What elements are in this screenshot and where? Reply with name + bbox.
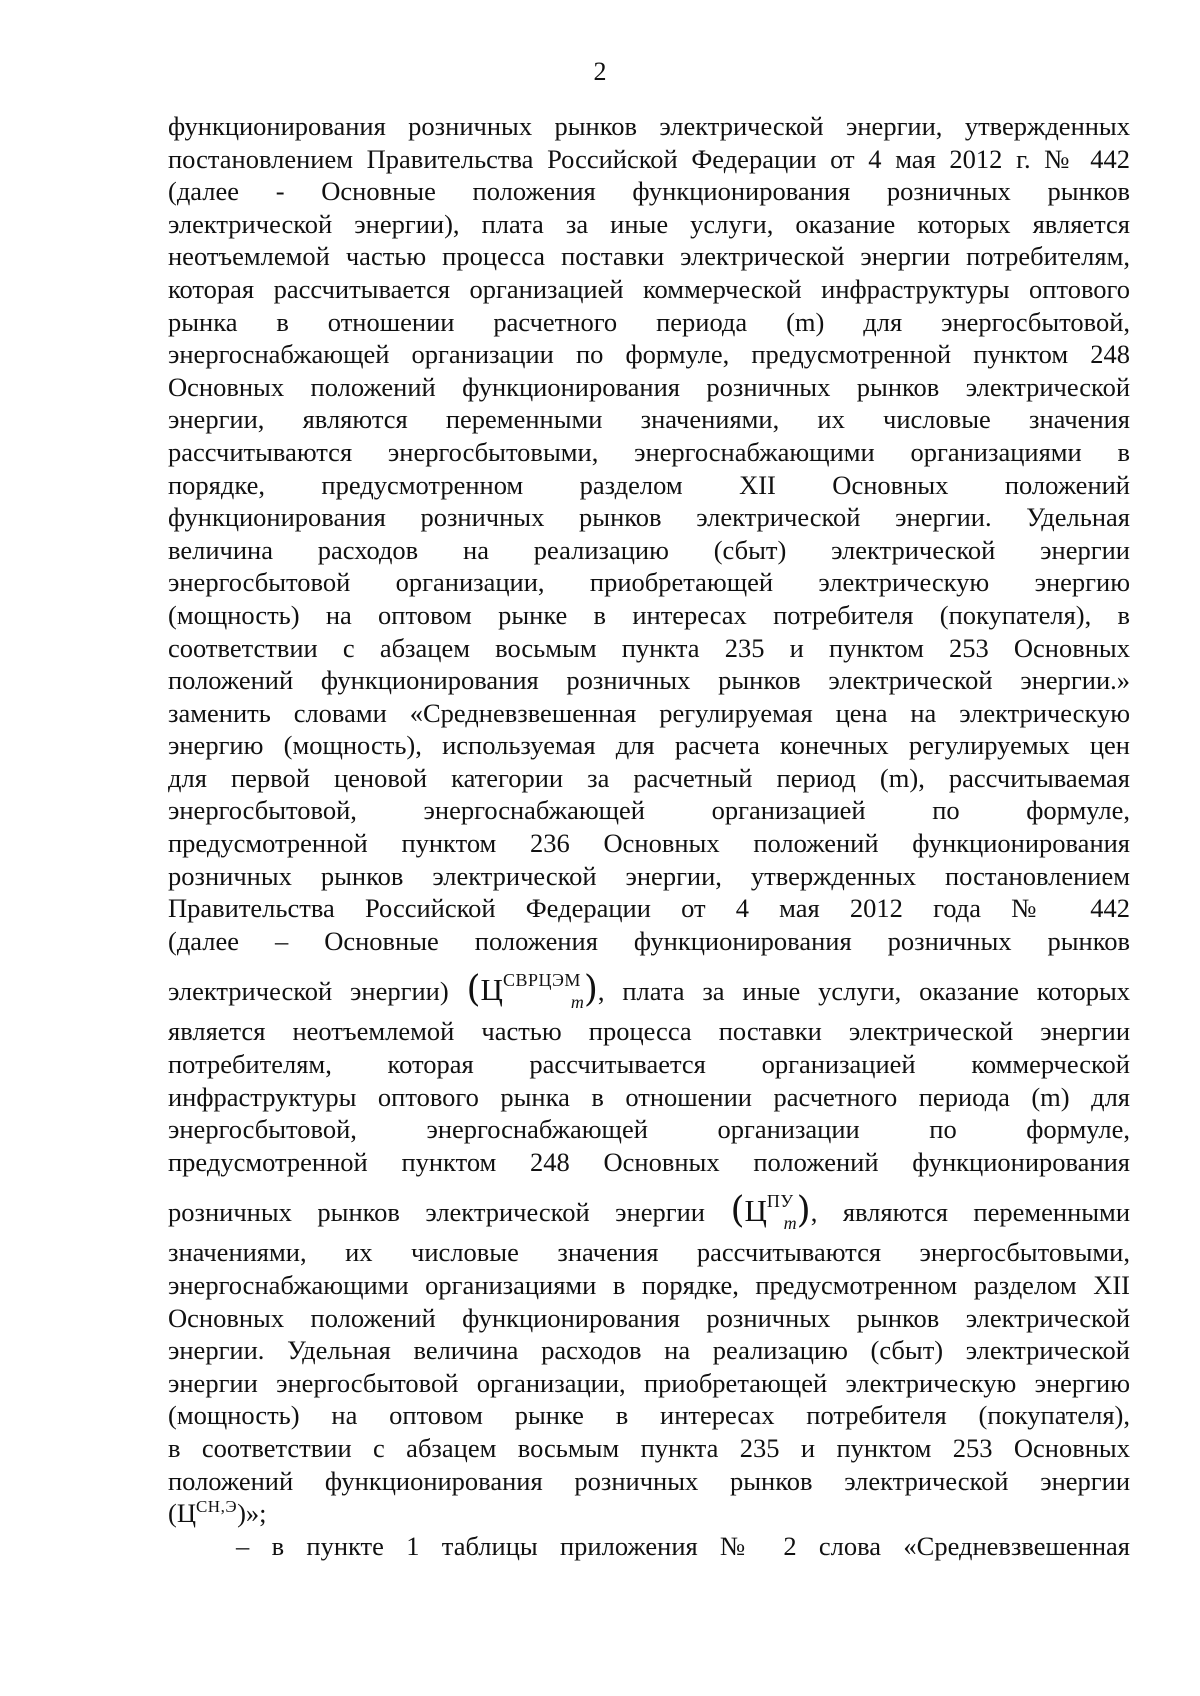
text-line: энергосбытовой, энергоснабжающей организацией по формуле, bbox=[168, 795, 1130, 826]
text-line: (далее - Основные положения функционирования розничных рынков bbox=[168, 176, 1130, 207]
formula-svrtsem: $(Ц^{СВРЦЭМ}_m)$ bbox=[466, 969, 598, 1013]
formula-line-text-after: )»; bbox=[237, 1498, 267, 1529]
text-line: положений функционирования розничных рынков электрической энергии bbox=[168, 1465, 1130, 1496]
formula-sne: ($Ц^{СН,Э}$ bbox=[168, 1497, 238, 1529]
text-line: рассчитываются энергосбытовыми, энергоснабжающими организациями в bbox=[168, 436, 1130, 467]
formula-subscript: m bbox=[783, 1213, 797, 1234]
text-line: положений функционирования розничных рынков электрической энергии.» bbox=[168, 665, 1130, 696]
text-line: Основных положений функционирования розничных рынков электрической bbox=[168, 1302, 1130, 1333]
text-line: энергоснабжающей организации по формуле, предусмотренной пунктом 248 bbox=[168, 339, 1130, 370]
text-line: энергию (мощность), используемая для расчета конечных регулируемых цен bbox=[168, 730, 1130, 761]
text-line: (мощность) на оптовом рынке в интересах потребителя (покупателя), в bbox=[168, 599, 1130, 630]
text-line: энергии энергосбытовой организации, приобретающей электрическую энергию bbox=[168, 1367, 1130, 1398]
formula-superscript: СВРЦЭМ bbox=[502, 970, 581, 991]
formula-symbol: Ц bbox=[480, 972, 503, 1008]
text-line: энергии, являются переменными значениями, их числовые значения bbox=[168, 404, 1130, 435]
text-line: Правительства Российской Федерации от 4 мая 2012 года № 442 bbox=[168, 893, 1130, 924]
text-line: величина расходов на реализацию (сбыт) электрической энергии bbox=[168, 534, 1130, 565]
text-line: заменить словами «Средневзвешенная регулируемая цена на электрическую bbox=[168, 697, 1130, 728]
text-line: электрической энергии), плата за иные услуги, оказание которых является bbox=[168, 208, 1130, 239]
text-line: Основных положений функционирования розничных рынков электрической bbox=[168, 371, 1130, 402]
text-line: энергии. Удельная величина расходов на реализацию (сбыт) электрической bbox=[168, 1335, 1130, 1366]
text-line: инфраструктуры оптового рынка в отношении расчетного периода (m) для bbox=[168, 1081, 1130, 1112]
formula-subscript: m bbox=[570, 992, 584, 1013]
page-number: 2 bbox=[593, 57, 607, 86]
text-line: (мощность) на оптовом рынке в интересах потребителя (покупателя), bbox=[168, 1400, 1130, 1431]
text-line: функционирования розничных рынков электрической энергии. Удельная bbox=[168, 502, 1130, 533]
formula-line-text-before: электрической энергии) bbox=[168, 976, 449, 1007]
formula-line-pu bbox=[168, 1178, 1130, 1236]
body-text bbox=[168, 110, 1130, 1562]
formula-symbol: Ц bbox=[176, 1498, 196, 1529]
text-line: розничных рынков электрической энергии, утвержденных постановлением bbox=[168, 860, 1130, 891]
text-line: энергосбытовой организации, приобретающей электрическую энергию bbox=[168, 567, 1130, 598]
formula-line-svrtsem bbox=[168, 957, 1130, 1015]
text-line: энергоснабжающими организациями в порядке, предусмотренном разделом XII bbox=[168, 1270, 1130, 1300]
text-line: энергосбытовой, энергоснабжающей организации по формуле, bbox=[168, 1114, 1130, 1145]
text-line: неотъемлемой частью процесса поставки электрической энергии потребителям, bbox=[168, 241, 1130, 272]
formula-symbol: Ц bbox=[744, 1193, 767, 1229]
text-line: рынка в отношении расчетного периода (m) для энергосбытовой, bbox=[168, 306, 1130, 337]
formula-line-text-after: , плата за иные услуги, оказание которых bbox=[597, 976, 1131, 1007]
text-line: предусмотренной пунктом 248 Основных положений функционирования bbox=[168, 1146, 1130, 1177]
text-line: соответствии с абзацем восьмым пункта 235 и пунктом 253 Основных bbox=[168, 632, 1130, 663]
formula-line-text-before: розничных рынков электрической энергии bbox=[168, 1197, 705, 1228]
text-line: значениями, их числовые значения рассчитываются энергосбытовыми, bbox=[168, 1237, 1130, 1268]
formula-superscript: ПУ bbox=[766, 1191, 794, 1212]
text-line: (далее – Основные положения функционирования розничных рынков bbox=[168, 925, 1130, 956]
text-line: функционирования розничных рынков электрической энергии, утвержденных bbox=[168, 111, 1130, 141]
text-line: потребителям, которая рассчитывается организацией коммерческой bbox=[168, 1049, 1130, 1080]
text-line: в соответствии с абзацем восьмым пункта 235 и пунктом 253 Основных bbox=[168, 1432, 1130, 1463]
text-line: порядке, предусмотренном разделом XII Основных положений bbox=[168, 469, 1130, 500]
text-line: предусмотренной пунктом 236 Основных положений функционирования bbox=[168, 828, 1130, 859]
formula-line-sne bbox=[168, 1497, 1130, 1530]
formula-superscript: СН,Э bbox=[195, 1497, 238, 1517]
text-line: постановлением Правительства Российской Федерации от 4 мая 2012 г. № 442 bbox=[168, 143, 1130, 174]
formula-pu: $(Ц^{ПУ}_m)$ bbox=[730, 1190, 811, 1234]
text-line: – в пункте 1 таблицы приложения № 2 слова «Средневзвешенная bbox=[236, 1530, 1130, 1561]
text-line: для первой ценовой категории за расчетный период (m), рассчитываемая bbox=[168, 762, 1130, 793]
text-line: является неотъемлемой частью процесса поставки электрической энергии bbox=[168, 1016, 1130, 1047]
text-line: которая рассчитывается организацией коммерческой инфраструктуры оптового bbox=[168, 273, 1130, 304]
formula-line-text-after: , являются переменными bbox=[810, 1197, 1131, 1228]
